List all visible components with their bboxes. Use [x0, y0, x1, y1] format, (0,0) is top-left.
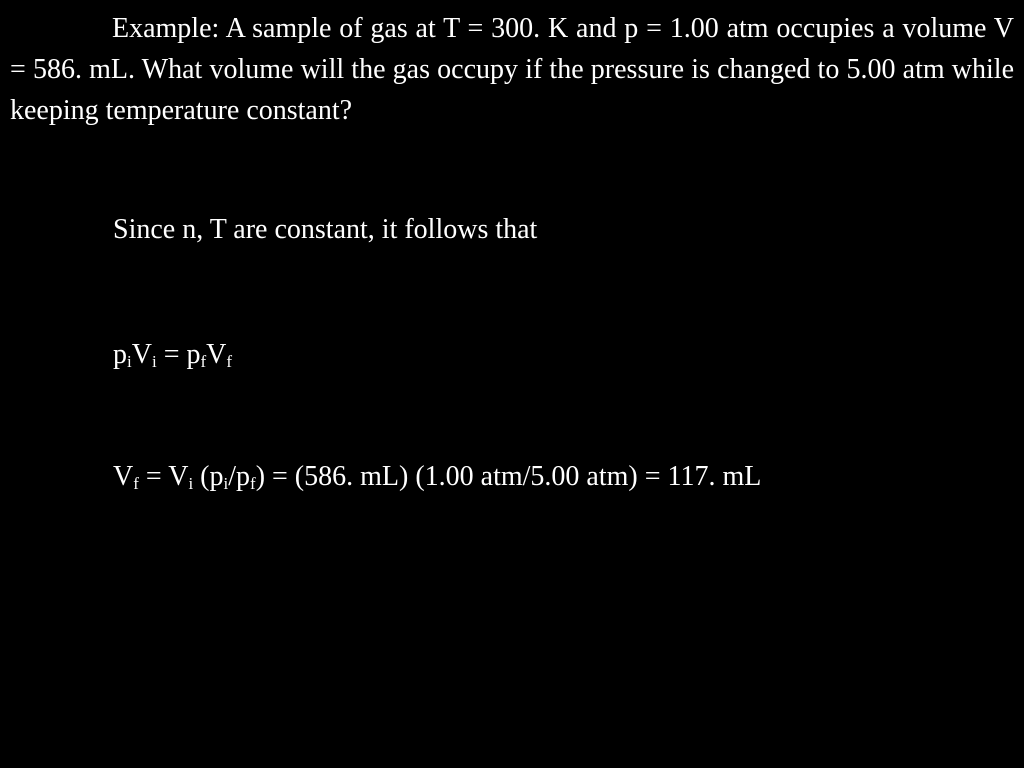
since-statement: Since n, T are constant, it follows that — [113, 214, 538, 245]
eq2-v-final: V — [113, 461, 134, 492]
problem-statement: Example: A sample of gas at T = 300. K and p = 1.00 atm occupies a volume V = 586. mL. What volume will the gas occupy if the pressure is changed to 5.00 atm while keeping temperature constant? — [10, 13, 1014, 126]
eq2-equals: = — [138, 461, 169, 492]
eq2-v-initial-subscript: i — [188, 474, 194, 493]
eq2-open: (p — [193, 461, 224, 492]
eq1-p-final-subscript: f — [200, 352, 207, 371]
eq1-v-final: V — [206, 339, 227, 370]
eq2-v-final-subscript: f — [133, 474, 139, 493]
eq1-p: p — [113, 339, 127, 370]
equation-boyles-law — [113, 341, 232, 369]
eq2-p-initial-subscript: i — [223, 474, 229, 493]
eq2-v-initial: V — [168, 461, 189, 492]
eq1-v-final-subscript: f — [226, 352, 233, 371]
eq1-p-final: p — [186, 339, 201, 370]
eq2-result: ) = (586. mL) (1.00 atm/5.00 atm) = 117. mL — [255, 461, 762, 492]
eq1-equals: = — [156, 339, 187, 370]
eq1-p-subscript: i — [127, 352, 132, 371]
eq2-slash: /p — [228, 461, 251, 492]
eq1-v: V — [131, 339, 152, 370]
eq2-p-final-subscript: f — [250, 474, 256, 493]
equation-solution — [113, 463, 761, 491]
eq1-v-subscript: i — [151, 352, 157, 371]
